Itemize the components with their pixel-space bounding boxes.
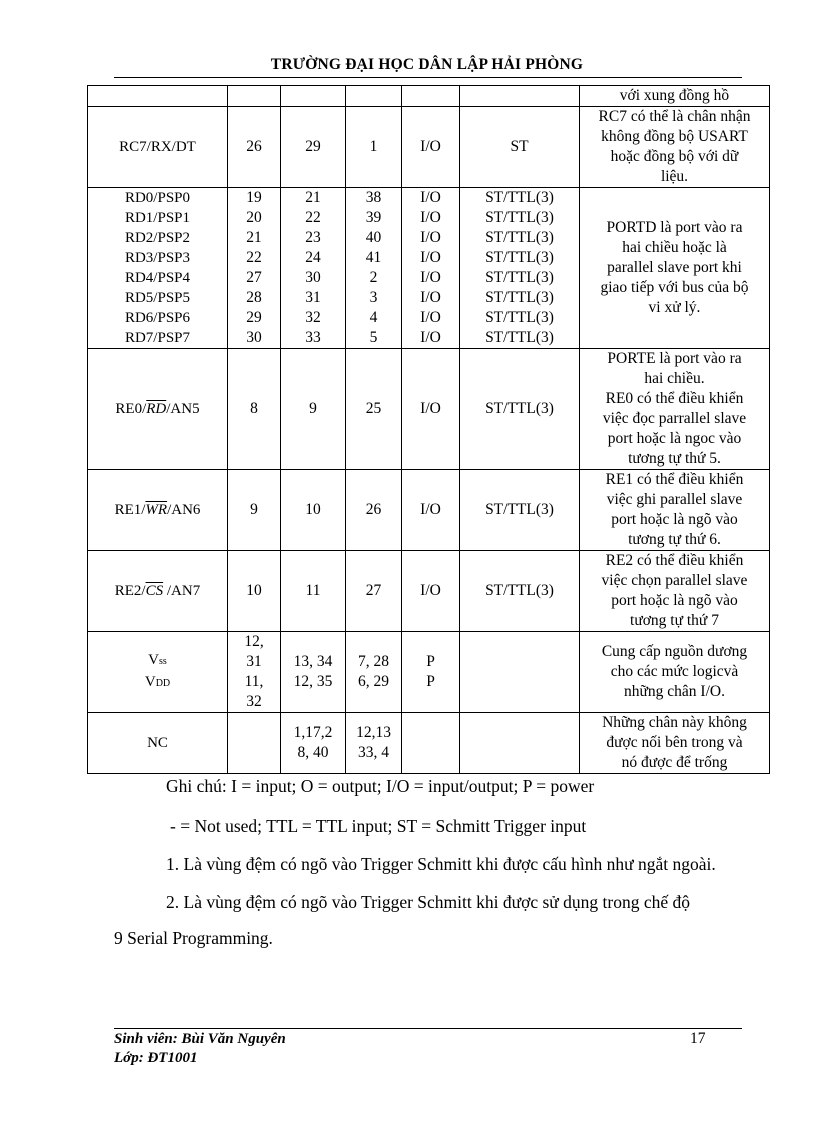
- plcc-cell: [281, 86, 346, 107]
- pin-name: RD3/PSP3: [124, 250, 191, 266]
- description-line: vi xử lý.: [648, 299, 701, 316]
- vss-label: Vss: [148, 652, 167, 668]
- buffer-cell: ST/TTL(3): [460, 470, 580, 551]
- buffer-value: ST/TTL(3): [485, 309, 554, 326]
- description-cell: [580, 551, 770, 632]
- dip-value: 22: [246, 249, 262, 266]
- qfp-cell: [346, 86, 402, 107]
- io-cell: [402, 188, 460, 349]
- pin-name-overbar: $\overline{RD}$: [146, 401, 167, 417]
- legend-line: - = Not used; TTL = TTL input; ST = Schmitt Trigger input: [170, 816, 587, 836]
- page-number: 17: [690, 1030, 706, 1047]
- plcc-cell: 9: [281, 349, 346, 470]
- plcc-value: 30: [305, 269, 321, 286]
- description-line: việc đọc parrallel slave: [602, 410, 747, 427]
- io-cell: I/O: [402, 470, 460, 551]
- qfp-value: 2: [369, 269, 378, 286]
- table-row: [88, 713, 770, 774]
- table-row: [88, 86, 770, 107]
- pin-name-suffix: /AN5: [166, 401, 200, 417]
- pin-name: RD5/PSP5: [124, 290, 191, 306]
- qfp-value: 5: [369, 329, 378, 346]
- description-cell: [580, 86, 770, 107]
- pin-name-cell: RC7/RX/DT: [88, 107, 228, 188]
- plcc-value: 31: [305, 289, 321, 306]
- plcc-value: 23: [305, 229, 321, 246]
- dip-value: 30: [246, 329, 262, 346]
- dip-cell: [228, 713, 281, 774]
- io-value: I/O: [420, 269, 441, 286]
- buffer-value: ST/TTL(3): [485, 249, 554, 266]
- plcc-value: 24: [305, 249, 321, 266]
- description-line: port hoặc là ngoc vào: [607, 430, 742, 447]
- legend-line: Ghi chú: I = input; O = output; I/O = input/output; P = power: [166, 776, 595, 796]
- description-line: Những chân này không: [602, 714, 747, 731]
- io-value: I/O: [420, 289, 441, 306]
- description-line: những chân I/O.: [624, 683, 725, 700]
- description-line: RE1 có thể điều khiển: [605, 471, 744, 488]
- qfp-value: 6, 29: [358, 673, 389, 690]
- table-row: [88, 349, 770, 470]
- io-value: I/O: [420, 189, 441, 206]
- pin-name-cell: [88, 551, 228, 632]
- pin-name-cell: [88, 86, 228, 107]
- description-line: hoặc đồng bộ với dữ: [610, 148, 739, 165]
- description-line: Cung cấp nguồn dương: [601, 643, 748, 660]
- buffer-cell: ST: [460, 107, 580, 188]
- io-value: I/O: [420, 209, 441, 226]
- plcc-cell: [281, 713, 346, 774]
- dip-value: 11,: [244, 673, 264, 690]
- plcc-value: 13, 34: [293, 653, 333, 670]
- description-line: port hoặc là ngõ vào: [611, 511, 738, 528]
- description-line: việc chọn parallel slave: [601, 572, 748, 589]
- description-cell: [580, 107, 770, 188]
- description-line: với xung đồng hồ: [619, 87, 730, 104]
- pin-name: RD4/PSP4: [124, 270, 191, 286]
- buffer-cell: [460, 86, 580, 107]
- qfp-value: 39: [365, 209, 382, 226]
- pin-name-overbar: $\overline{WR}$: [145, 502, 168, 518]
- description-line: PORTD là port vào ra: [606, 219, 743, 236]
- buffer-cell: [460, 632, 580, 713]
- table-row: [88, 632, 770, 713]
- qfp-value: 7, 28: [358, 653, 389, 670]
- qfp-cell: 26: [346, 470, 402, 551]
- plcc-cell: 10: [281, 470, 346, 551]
- vdd-label: VDD: [144, 674, 171, 690]
- buffer-value: ST/TTL(3): [485, 189, 554, 206]
- description-cell: [580, 188, 770, 349]
- description-line: cho các mức logicvà: [610, 663, 739, 680]
- plcc-value: 8, 40: [297, 744, 329, 761]
- dip-cell: [228, 632, 281, 713]
- pin-name-suffix: /AN6: [167, 502, 201, 518]
- buffer-value: ST/TTL(3): [485, 229, 554, 246]
- io-value: P: [426, 673, 435, 690]
- pin-name: RD0/PSP0: [124, 190, 191, 206]
- dip-cell: 26: [228, 107, 281, 188]
- plcc-cell: [281, 632, 346, 713]
- description-cell: [580, 713, 770, 774]
- note-2-continued: 9 Serial Programming.: [114, 928, 273, 948]
- table-row: [88, 188, 770, 349]
- dip-value: 29: [246, 309, 262, 326]
- qfp-cell: 27: [346, 551, 402, 632]
- plcc-cell: 29: [281, 107, 346, 188]
- description-line: việc ghi parallel slave: [606, 491, 743, 508]
- pin-name: RD7/PSP7: [124, 330, 191, 346]
- dip-cell: 8: [228, 349, 281, 470]
- pin-name-cell: [88, 349, 228, 470]
- description-line: không đồng bộ USART: [601, 128, 748, 145]
- description-cell: [580, 632, 770, 713]
- io-cell: [402, 713, 460, 774]
- plcc-value: 1,17,2: [293, 724, 333, 741]
- footer-info: [114, 1030, 286, 1068]
- plcc-value: 32: [305, 309, 321, 326]
- description-line: RE2 có thể điều khiển: [605, 552, 744, 569]
- dip-value: 20: [246, 209, 262, 226]
- io-value: I/O: [420, 309, 441, 326]
- description-line: RE0 có thể điều khiển: [605, 390, 744, 407]
- qfp-value: 40: [365, 229, 382, 246]
- table-row: [88, 107, 770, 188]
- plcc-value: 12, 35: [293, 673, 333, 690]
- buffer-value: ST/TTL(3): [485, 329, 554, 346]
- io-cell: [402, 632, 460, 713]
- io-value: P: [426, 653, 435, 670]
- buffer-cell: ST/TTL(3): [460, 551, 580, 632]
- description-line: hai chiều hoặc là: [622, 239, 727, 256]
- plcc-value: 22: [305, 209, 321, 226]
- dip-value: 32: [246, 693, 262, 710]
- qfp-value: 38: [365, 189, 382, 206]
- description-line: liệu.: [660, 168, 689, 185]
- dip-cell: 10: [228, 551, 281, 632]
- pin-name-cell: [88, 632, 228, 713]
- qfp-cell: 25: [346, 349, 402, 470]
- io-cell: I/O: [402, 107, 460, 188]
- dip-value: 31: [246, 653, 262, 670]
- description-line: RC7 có thể là chân nhận: [598, 108, 751, 125]
- description-line: được nối bên trong và: [606, 734, 743, 751]
- plcc-cell: 11: [281, 551, 346, 632]
- dip-value: 28: [246, 289, 262, 306]
- qfp-value: 41: [365, 249, 382, 266]
- description-line: hai chiều.: [644, 370, 705, 387]
- class-code: Lớp: ĐT1001: [114, 1050, 198, 1066]
- description-cell: [580, 470, 770, 551]
- qfp-cell: [346, 713, 402, 774]
- dip-value: 19: [246, 189, 262, 206]
- note-2: 2. Là vùng đệm có ngõ vào Trigger Schmitt khi được sử dụng trong chế độ: [166, 892, 691, 912]
- pin-name-cell: NC: [88, 713, 228, 774]
- note-1: 1. Là vùng đệm có ngõ vào Trigger Schmitt khi được cấu hình như ngắt ngoài.: [166, 854, 716, 874]
- dip-cell: [228, 188, 281, 349]
- pin-name-prefix: RE0/: [115, 401, 147, 417]
- header-rule: [114, 77, 742, 78]
- plcc-cell: [281, 188, 346, 349]
- pin-table: [87, 85, 770, 774]
- qfp-value: 12,13: [356, 724, 391, 741]
- buffer-value: ST/TTL(3): [485, 269, 554, 286]
- pin-name-overbar: $\overline{CS}$: [145, 583, 164, 599]
- io-cell: I/O: [402, 551, 460, 632]
- footer-rule: [114, 1028, 742, 1029]
- plcc-value: 21: [305, 189, 321, 206]
- description-line: giao tiếp với bus của bộ: [600, 279, 749, 296]
- io-cell: I/O: [402, 349, 460, 470]
- pin-name: RD2/PSP2: [124, 230, 191, 246]
- buffer-value: ST/TTL(3): [485, 209, 554, 226]
- dip-value: 21: [246, 229, 262, 246]
- io-value: I/O: [420, 249, 441, 266]
- description-cell: [580, 349, 770, 470]
- qfp-cell: [346, 188, 402, 349]
- table-row: [88, 470, 770, 551]
- dip-cell: 9: [228, 470, 281, 551]
- pin-name-cell: [88, 188, 228, 349]
- dip-value: 12,: [244, 633, 264, 650]
- pin-name-prefix: RE2/: [114, 583, 146, 599]
- buffer-cell: [460, 713, 580, 774]
- buffer-cell: ST/TTL(3): [460, 349, 580, 470]
- dip-value: 27: [246, 269, 262, 286]
- student-name: Sinh viên: Bùi Văn Nguyên: [114, 1031, 286, 1047]
- pin-name-cell: [88, 470, 228, 551]
- page-header-title: TRƯỜNG ĐẠI HỌC DÂN LẬP HẢI PHÒNG: [270, 56, 584, 73]
- qfp-value: 3: [369, 289, 378, 306]
- pin-name: RD1/PSP1: [124, 210, 191, 226]
- qfp-value: 4: [369, 309, 378, 326]
- io-cell: [402, 86, 460, 107]
- description-line: tương tự thứ 6.: [628, 531, 721, 548]
- pin-name: RD6/PSP6: [124, 310, 191, 326]
- description-line: tương tự thứ 5.: [628, 450, 721, 467]
- description-line: PORTE là port vào ra: [607, 350, 742, 367]
- description-line: tương tự thứ 7: [630, 612, 719, 629]
- description-line: nó được để trống: [621, 754, 728, 771]
- io-value: I/O: [420, 229, 441, 246]
- io-value: I/O: [420, 329, 441, 346]
- description-line: parallel slave port khi: [607, 259, 742, 276]
- qfp-value: 33, 4: [358, 744, 389, 761]
- plcc-value: 33: [305, 329, 321, 346]
- pin-name-prefix: RE1/: [114, 502, 146, 518]
- dip-cell: [228, 86, 281, 107]
- qfp-cell: 1: [346, 107, 402, 188]
- description-line: port hoặc là ngõ vào: [611, 592, 738, 609]
- table-row: [88, 551, 770, 632]
- pin-name-suffix: /AN7: [163, 583, 201, 599]
- buffer-cell: [460, 188, 580, 349]
- qfp-cell: [346, 632, 402, 713]
- buffer-value: ST/TTL(3): [485, 289, 554, 306]
